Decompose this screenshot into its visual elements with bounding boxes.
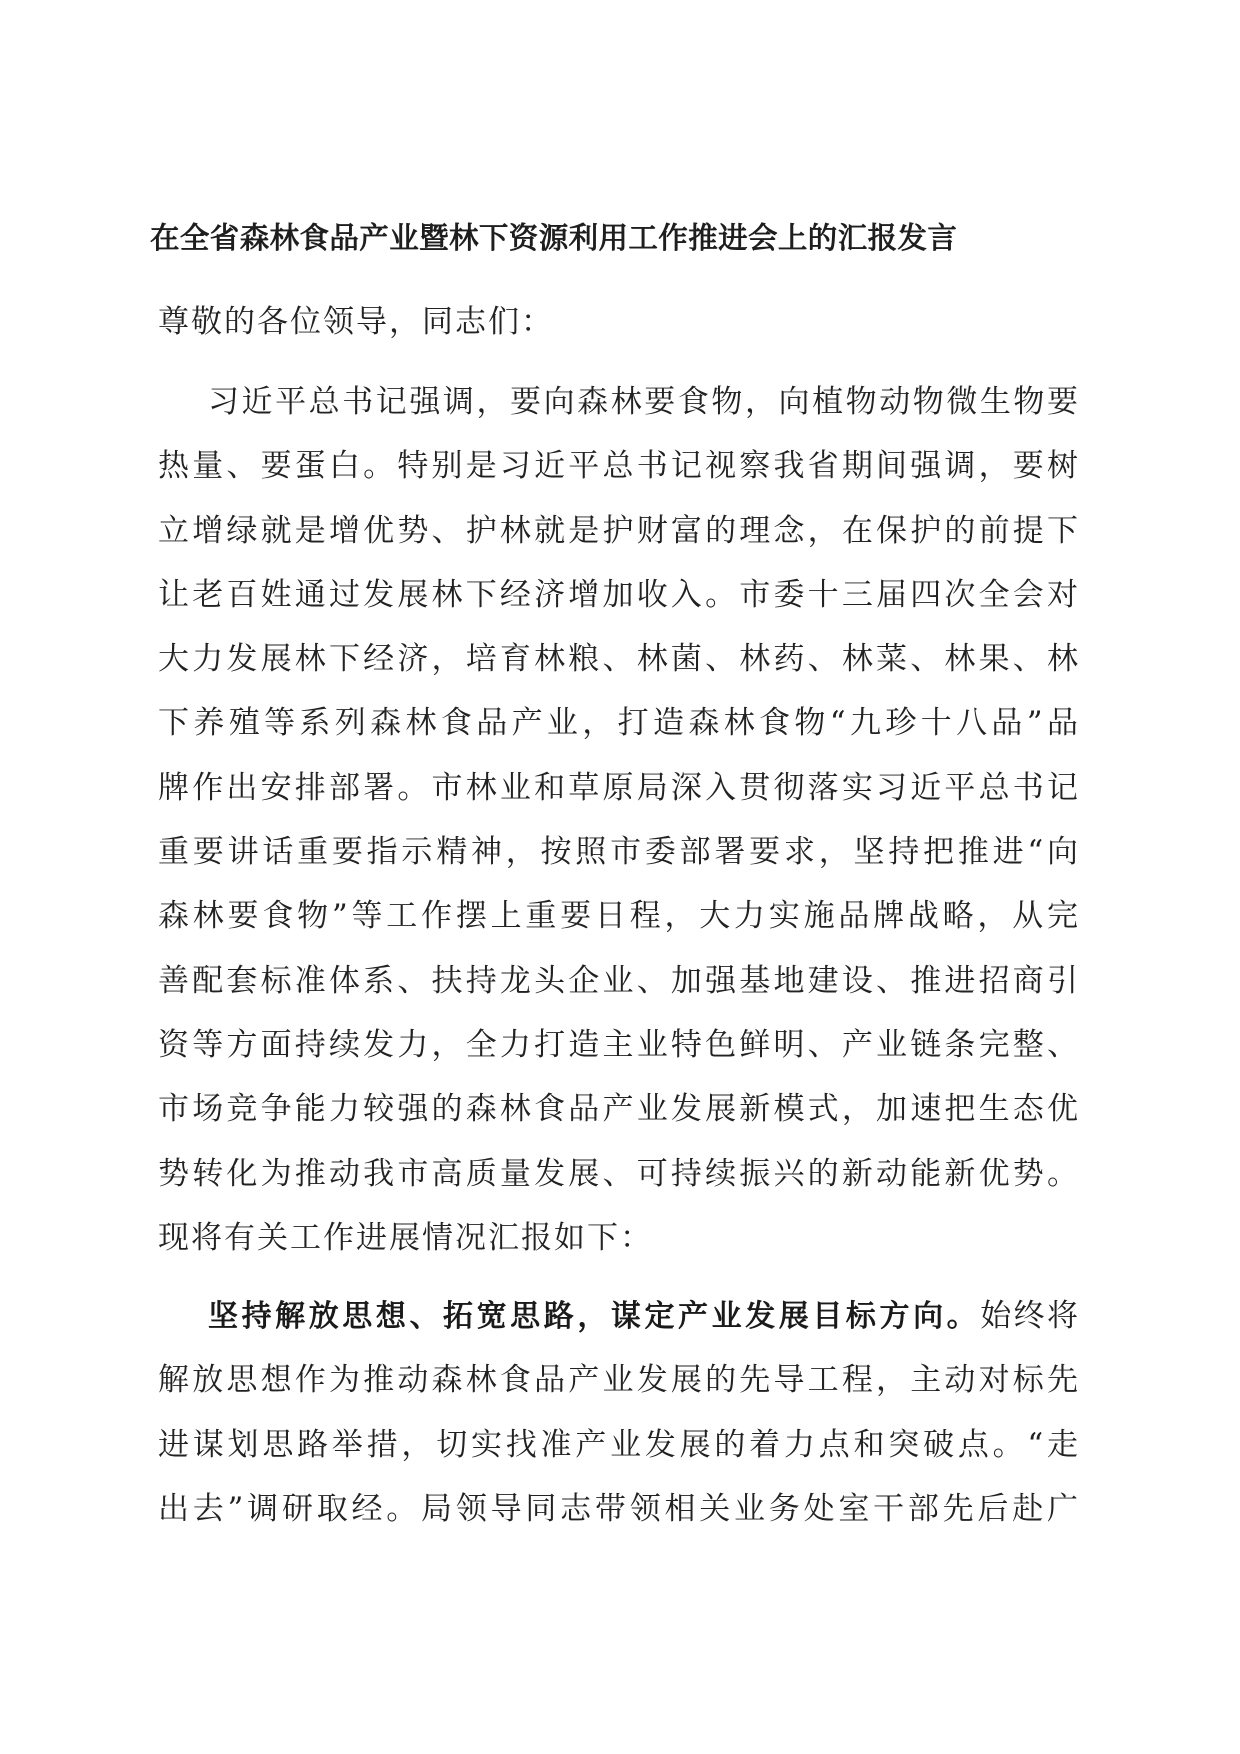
paragraph-2 (158, 1296, 1078, 1553)
paragraph-line: 现将有关工作进展情况汇报如下： (158, 1219, 653, 1256)
paragraph-line: 解放思想作为推动森林食品产业发展的先导工程，主动对标先 (158, 1362, 1078, 1399)
paragraph-1 (158, 382, 1078, 1282)
paragraph-line: 习近平总书记强调，要向森林要食物，向植物动物微生物要 (208, 384, 1078, 420)
paragraph-line: 进谋划思路举措，切实找准产业发展的着力点和突破点。“走 (158, 1426, 1078, 1463)
paragraph-line: 热量、要蛋白。特别是习近平总书记视察我省期间强调，要树 (158, 448, 1078, 485)
paragraph-text: 始终将 (980, 1298, 1078, 1334)
paragraph-line: 重要讲话重要指示精神，按照市委部署要求，坚持把推进“向 (158, 834, 1078, 871)
paragraph-line: 下养殖等系列森林食品产业，打造森林食物“九珍十八品”品 (158, 705, 1078, 742)
paragraph-line: 让老百姓通过发展林下经济增加收入。市委十三届四次全会对 (158, 576, 1078, 613)
paragraph-line: 资等方面持续发力，全力打造主业特色鲜明、产业链条完整、 (158, 1026, 1078, 1063)
paragraph-line: 牌作出安排部署。市林业和草原局深入贯彻落实习近平总书记 (158, 769, 1078, 806)
paragraph-line: 出去”调研取经。局领导同志带领相关业务处室干部先后赴广 (158, 1490, 1078, 1527)
greeting: 尊敬的各位领导，同志们： (158, 304, 554, 340)
paragraph-line: 大力发展林下经济，培育林粮、林菌、林药、林菜、林果、林 (158, 641, 1078, 678)
paragraph-line: 势转化为推动我市高质量发展、可持续振兴的新动能新优势。 (158, 1155, 1078, 1192)
section-lead-heading: 坚持解放思想、拓宽思路，谋定产业发展目标方向。 (208, 1299, 981, 1334)
document-title: 在全省森林食品产业暨林下资源利用工作推进会上的汇报发言 (150, 221, 958, 255)
paragraph-first-line (158, 1296, 1078, 1360)
paragraph-line: 善配套标准体系、扶持龙头企业、加强基地建设、推进招商引 (158, 962, 1078, 999)
paragraph-line: 市场竞争能力较强的森林食品产业发展新模式，加速把生态优 (158, 1091, 1078, 1128)
paragraph-line: 立增绿就是增优势、护林就是护财富的理念，在保护的前提下 (158, 512, 1078, 549)
paragraph-line: 森林要食物”等工作摆上重要日程，大力实施品牌战略，从完 (158, 898, 1078, 935)
